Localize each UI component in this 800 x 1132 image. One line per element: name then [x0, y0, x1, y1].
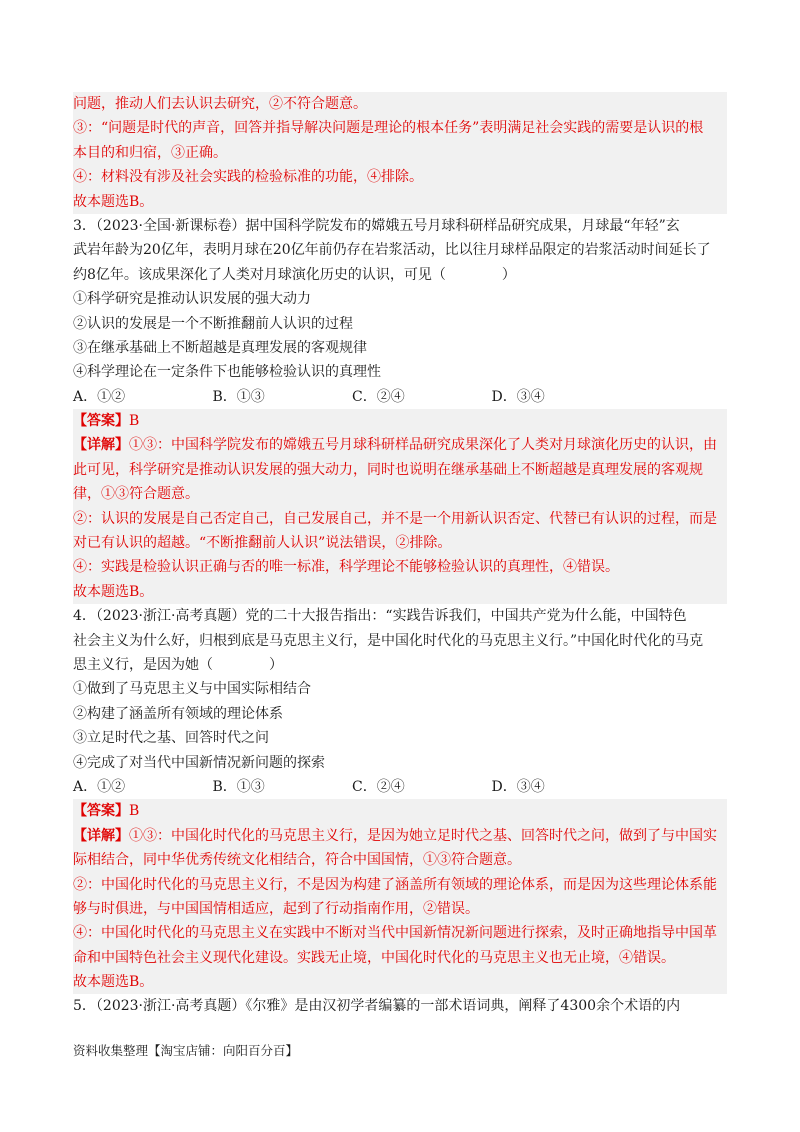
answer-line	[73, 482, 727, 506]
answer-line	[73, 165, 727, 189]
question-content	[73, 92, 727, 1019]
answer-line	[73, 458, 727, 482]
answer-line	[73, 873, 727, 897]
option-item: D．③④	[491, 388, 545, 405]
line-text: ③立足时代之基、回答时代之问	[73, 730, 269, 747]
line-text: 故本题选B。	[73, 193, 154, 210]
answer-line	[73, 970, 727, 994]
option-item: C．②④	[352, 778, 405, 795]
line-text: ①③：中国科学院发布的嫦娥五号月球科研样品研究成果深化了人类对月球演化历史的认识，由	[129, 437, 717, 454]
line-text: ④：实践是检验认识正确与否的唯一标准，科学理论不能够检验认识的真理性，④错误。	[73, 559, 619, 576]
answer-line	[73, 555, 727, 579]
option-item: A．①②	[73, 388, 126, 405]
line-text: 对已有认识的超越。“不断推翻前人认识”说法错误，②排除。	[73, 535, 452, 552]
answer-tag: 【答案】	[73, 413, 129, 430]
line-text: 5．（2023·浙江·高考真题）《尔雅》是由汉初学者编纂的一部术语词典，阐释了4300余个术语的内	[73, 998, 681, 1015]
question-line	[73, 604, 727, 628]
line-text: 际相结合，同中华优秀传统文化相结合，符合中国国情，①③符合题意。	[73, 852, 521, 869]
answer-line	[73, 141, 727, 165]
question-line	[73, 238, 727, 262]
answer-line	[73, 190, 727, 214]
page-footer: 资料收集整理【淘宝店铺：向阳百分百】	[73, 1043, 299, 1058]
line-text: 问题，推动人们去认识去研究，②不符合题意。	[73, 96, 367, 112]
line-text: 约8亿年。该成果深化了人类对月球演化历史的认识，可见（ ）	[73, 266, 516, 283]
question-line	[73, 994, 727, 1018]
line-text: ①做到了马克思主义与中国实际相结合	[73, 681, 311, 698]
line-text: ①科学研究是推动认识发展的强大动力	[73, 291, 311, 308]
question-line	[73, 677, 727, 701]
answer-line	[73, 946, 727, 970]
question-line	[73, 312, 727, 336]
line-text: 故本题选B。	[73, 974, 154, 991]
question-line	[73, 751, 727, 775]
question-line	[73, 360, 727, 384]
line-text: ④：材料没有涉及社会实践的检验标准的功能，④排除。	[73, 169, 423, 186]
question-line	[73, 214, 727, 238]
question-line	[73, 263, 727, 287]
options-row	[73, 385, 727, 409]
line-text: ④：中国化时代化的马克思主义在实践中不断对当代中国新情况新问题进行探索，及时正确地指导中国革	[73, 925, 717, 942]
answer-line	[73, 897, 727, 921]
line-text: ①③：中国化时代化的马克思主义行，是因为她立足时代之基、回答时代之问，做到了与中国实	[129, 827, 717, 844]
answer-line	[73, 799, 727, 823]
line-text: ②构建了涵盖所有领域的理论体系	[73, 705, 283, 722]
answer-line	[73, 116, 727, 140]
answer-line	[73, 531, 727, 555]
answer-tag: 【详解】	[73, 437, 129, 454]
answer-line	[73, 580, 727, 604]
question-line	[73, 702, 727, 726]
line-text: 4．（2023·浙江·高考真题）党的二十大报告指出：“实践告诉我们，中国共产党为什么能，中国特色	[73, 608, 687, 625]
line-text: ②：中国化时代化的马克思主义行，不是因为构建了涵盖所有领域的理论体系，而是因为这些理论体系能	[73, 876, 717, 893]
answer-line	[73, 433, 727, 457]
option-item: D．③④	[491, 778, 545, 795]
answer-line	[73, 92, 727, 116]
line-text: 故本题选B。	[73, 583, 154, 600]
question-line	[73, 629, 727, 653]
line-text: 武岩年龄为20亿年，表明月球在20亿年前仍存在岩浆活动，比以往月球样品限定的岩浆活动时间延长了	[73, 242, 711, 259]
answer-line	[73, 409, 727, 433]
answer-line	[73, 848, 727, 872]
question-line	[73, 287, 727, 311]
line-text: 思主义行，是因为她（ ）	[73, 656, 283, 673]
answer-tag: 【答案】	[73, 803, 129, 820]
line-text: ④科学理论在一定条件下也能够检验认识的真理性	[73, 364, 381, 381]
line-text: 此可见，科学研究是推动认识发展的强大动力，同时也说明在继承基础上不断超越是真理发展的客观规	[73, 461, 703, 478]
line-text: ②：认识的发展是自己否定自己，自己发展自己，并不是一个用新认识否定、代替已有认识的过程，而是	[73, 510, 717, 527]
line-text: 3．（2023·全国·新课标卷）据中国科学院发布的嫦娥五号月球科研样品研究成果，月球最“年轻”玄	[73, 217, 680, 234]
option-item: C．②④	[352, 388, 405, 405]
line-text: ②认识的发展是一个不断推翻前人认识的过程	[73, 315, 353, 332]
line-text: 本目的和归宿，③正确。	[73, 144, 227, 161]
option-item: A．①②	[73, 778, 126, 795]
line-text: 律，①③符合题意。	[73, 486, 199, 503]
answer-line	[73, 921, 727, 945]
line-text: 命和中国特色社会主义现代化建设。实践无止境，中国化时代化的马克思主义也无止境，④错误。	[73, 949, 675, 966]
options-row	[73, 775, 727, 799]
line-text: B	[129, 413, 140, 430]
line-text: ③在继承基础上不断超越是真理发展的客观规律	[73, 339, 367, 356]
answer-line	[73, 507, 727, 531]
question-line	[73, 336, 727, 360]
line-text: ④完成了对当代中国新情况新问题的探索	[73, 754, 325, 771]
line-text: B	[129, 803, 140, 820]
answer-tag: 【详解】	[73, 827, 129, 844]
question-line	[73, 726, 727, 750]
answer-line	[73, 824, 727, 848]
question-line	[73, 653, 727, 677]
option-item: B．①③	[212, 778, 265, 795]
line-text: ③：“问题是时代的声音，回答并指导解决问题是理论的根本任务”表明满足社会实践的需要是认识的根	[73, 120, 704, 137]
line-text: 社会主义为什么好，归根到底是马克思主义行，是中国化时代化的马克思主义行。”中国化时代化的马克	[73, 632, 704, 649]
option-item: B．①③	[212, 388, 265, 405]
line-text: 够与时俱进，与中国国情相适应，起到了行动指南作用，②错误。	[73, 900, 479, 917]
